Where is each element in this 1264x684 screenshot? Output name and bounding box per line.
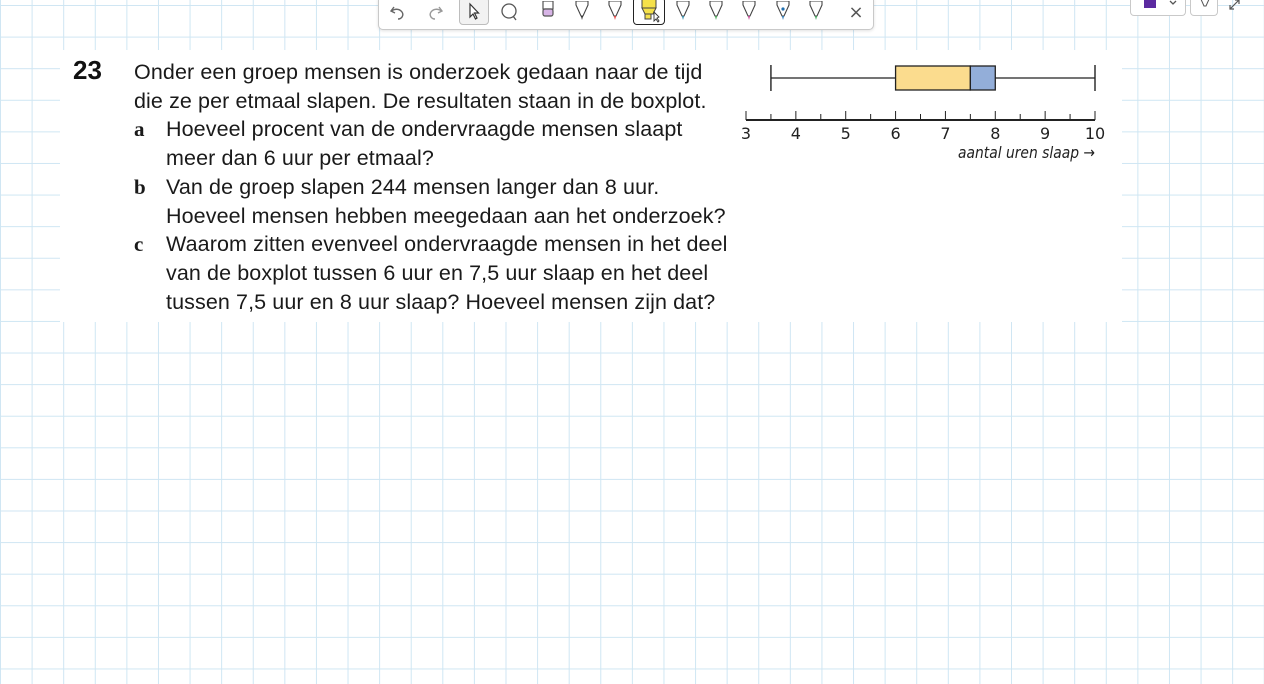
part-c-letter: c (134, 232, 144, 256)
drawing-toolbar (378, 0, 874, 30)
pen-icon (741, 1, 757, 23)
eraser-tool-button[interactable] (533, 0, 563, 26)
chevron-down-icon (1168, 0, 1178, 7)
part-c-line-3: tussen 7,5 uur en 8 uur slaap? Hoeveel mensen zijn dat? (166, 290, 716, 314)
eraser-icon (539, 1, 557, 23)
pen-icon (1198, 0, 1212, 10)
undo-icon (388, 2, 408, 22)
lasso-icon (499, 1, 521, 23)
pen-red-button[interactable] (600, 0, 630, 26)
pen-icon (574, 1, 590, 23)
tick-label: 6 (890, 124, 901, 143)
pen-green-2-button[interactable] (801, 0, 831, 26)
pen-icon (675, 1, 691, 23)
part-a-line-1: Hoeveel procent van de ondervraagde mensen slaapt (166, 117, 683, 141)
tick-label: 10 (1084, 124, 1106, 143)
pen-green-button[interactable] (701, 0, 731, 26)
part-a-letter: a (134, 117, 145, 141)
tick-label: 3 (740, 124, 752, 143)
color-swatch (1144, 0, 1156, 8)
tick-label: 8 (990, 124, 1001, 143)
question-number: 23 (73, 55, 102, 85)
undo-button[interactable] (383, 0, 413, 26)
pen-black-button[interactable] (567, 0, 597, 26)
pen-teal-button[interactable] (668, 0, 698, 26)
close-icon: × (848, 1, 864, 23)
upper-box (970, 66, 995, 90)
select-tool-button[interactable] (459, 0, 489, 25)
select-arrow-icon (465, 1, 483, 21)
pen-magenta-button[interactable] (734, 0, 764, 26)
tick-label: 5 (840, 124, 851, 143)
part-b-line-2: Hoeveel mensen hebben meegedaan aan het onderzoek? (166, 204, 726, 228)
pen-settings-button[interactable] (1190, 0, 1218, 16)
intro-line-2: die ze per etmaal slapen. De resultaten staan in de boxplot. (134, 89, 707, 113)
pen-icon (808, 1, 824, 23)
part-a-line-2: meer dan 6 uur per etmaal? (166, 146, 434, 170)
intro-line-1: Onder een groep mensen is onderzoek gedaan naar de tijd (134, 60, 703, 84)
part-c-line-1: Waarom zitten evenveel ondervraagde mensen in het deel (166, 232, 728, 256)
x-axis-label: aantal uren slaap → (958, 143, 1095, 162)
lower-box (896, 66, 971, 90)
boxplot-chart (730, 55, 1110, 170)
part-b-letter: b (134, 175, 146, 199)
pen-icon (607, 1, 623, 23)
redo-button[interactable] (420, 0, 450, 26)
tick-label: 4 (790, 124, 801, 143)
part-c-line-2: van de boxplot tussen 6 uur en 7,5 uur slaap en het deel (166, 261, 709, 285)
expand-icon[interactable] (1227, 0, 1243, 10)
redo-icon (425, 2, 445, 22)
lasso-tool-button[interactable] (495, 0, 525, 26)
pen-icon (775, 1, 791, 23)
highlighter-icon (637, 0, 661, 23)
highlighter-tool-button[interactable] (633, 0, 665, 25)
pen-icon (708, 1, 724, 23)
tick-label: 9 (1040, 124, 1051, 143)
color-picker-button[interactable] (1130, 0, 1186, 16)
fountain-pen-button[interactable] (768, 0, 798, 26)
tick-label: 7 (940, 124, 951, 143)
part-b-line-1: Van de groep slapen 244 mensen langer dan 8 uur. (166, 175, 660, 199)
close-toolbar-button[interactable] (841, 0, 871, 26)
